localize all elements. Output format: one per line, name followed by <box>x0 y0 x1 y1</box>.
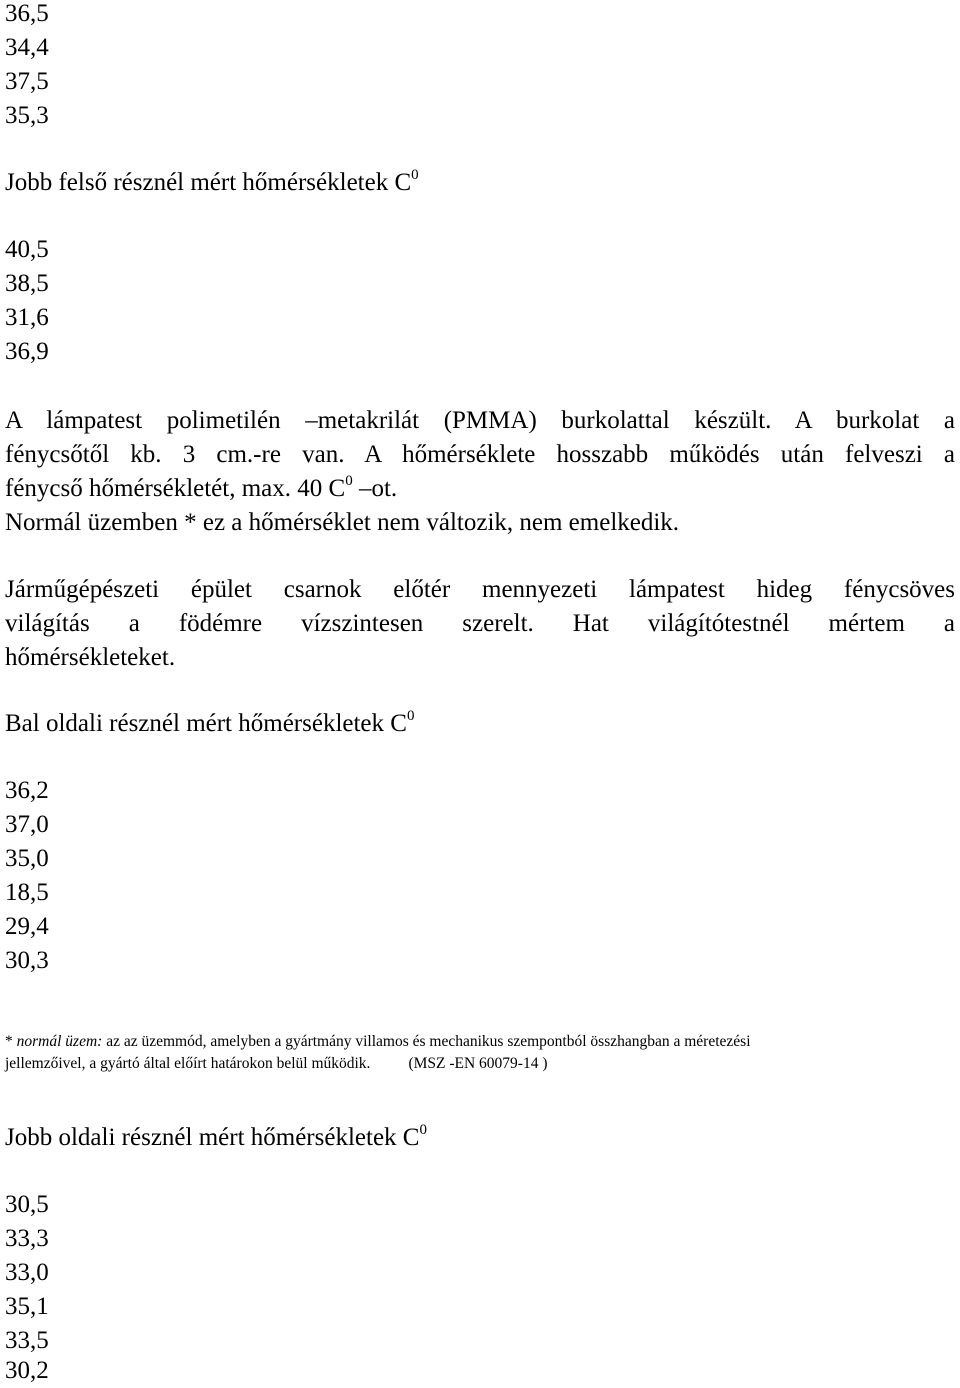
footnote-star: * <box>5 1033 17 1050</box>
paragraph-pmma-line-3b: –ot. <box>352 475 398 502</box>
heading-right-text: Jobb oldali résznél mért hőmérsékletek C <box>5 1124 420 1151</box>
heading-left-text: Bal oldali résznél mért hőmérsékletek C <box>5 710 407 737</box>
footnote-line-2 <box>5 1053 548 1075</box>
footnote-term: normál üzem: <box>16 1033 103 1050</box>
degree-sup: 0 <box>345 472 353 489</box>
paragraph-description-line-1: Járműgépészeti épület csarnok előtér mennyezeti lámpatest hideg fénycsöves <box>5 576 955 603</box>
value-left-5: 29,4 <box>5 913 49 940</box>
value-right-3: 33,0 <box>5 1259 49 1286</box>
degree-sup: 0 <box>411 166 419 183</box>
value-right-upper-3: 31,6 <box>5 304 49 331</box>
paragraph-pmma-line-1: A lámpatest polimetilén –metakrilát (PMMA) burkolattal készült. A burkolat a <box>5 407 955 434</box>
paragraph-pmma-line-3 <box>5 472 955 506</box>
value-right-4: 35,1 <box>5 1293 49 1320</box>
paragraph-pmma-line-2: fénycsőtől kb. 3 cm.-re van. A hőmérséklete hosszabb működés után felveszi a <box>5 441 955 468</box>
value-right-upper-4: 36,9 <box>5 338 49 365</box>
value-top-1: 36,5 <box>5 0 49 27</box>
paragraph-description <box>5 573 955 675</box>
value-top-3: 37,5 <box>5 68 49 95</box>
degree-sup: 0 <box>419 1121 427 1138</box>
paragraph-pmma-line-4: Normál üzemben * ez a hőmérséklet nem változik, nem emelkedik. <box>5 509 680 536</box>
paragraph-pmma <box>5 404 955 540</box>
value-left-1: 36,2 <box>5 777 49 804</box>
value-top-4: 35,3 <box>5 102 49 129</box>
value-left-3: 35,0 <box>5 845 49 872</box>
footnote-line-1 <box>5 1031 751 1053</box>
heading-right-upper-text: Jobb felső résznél mért hőmérsékletek C <box>5 169 412 196</box>
value-left-2: 37,0 <box>5 811 49 838</box>
heading-right-upper <box>5 166 419 200</box>
degree-sup: 0 <box>406 707 415 724</box>
footnote-reference: (MSZ -EN 60079-14 ) <box>408 1055 548 1072</box>
value-left-4: 18,5 <box>5 879 49 906</box>
paragraph-description-line-2: világítás a födémre vízszintesen szerelt. Hat világítótestnél mértem a <box>5 610 955 637</box>
paragraph-description-line-3: hőmérsékleteket. <box>5 644 176 671</box>
value-top-2: 34,4 <box>5 34 49 61</box>
value-right-upper-2: 38,5 <box>5 270 49 297</box>
value-left-6: 30,3 <box>5 947 49 974</box>
footnote-definition: az az üzemmód, amelyben a gyártmány villamos és mechanikus szempontból összhangban a méretezési <box>102 1033 751 1050</box>
value-right-1: 30,5 <box>5 1191 49 1218</box>
value-right-upper-1: 40,5 <box>5 236 49 263</box>
paragraph-pmma-line-3a: fénycső hőmérsékletét, max. 40 C <box>5 475 346 502</box>
heading-right <box>5 1121 427 1155</box>
heading-left <box>5 707 414 741</box>
value-right-2: 33,3 <box>5 1225 49 1252</box>
footnote-definition-cont: jellemzőivel, a gyártó által előírt határokon belül működik. <box>5 1055 371 1072</box>
value-right-5: 33,5 <box>5 1327 49 1354</box>
value-right-6: 30,2 <box>5 1357 49 1384</box>
